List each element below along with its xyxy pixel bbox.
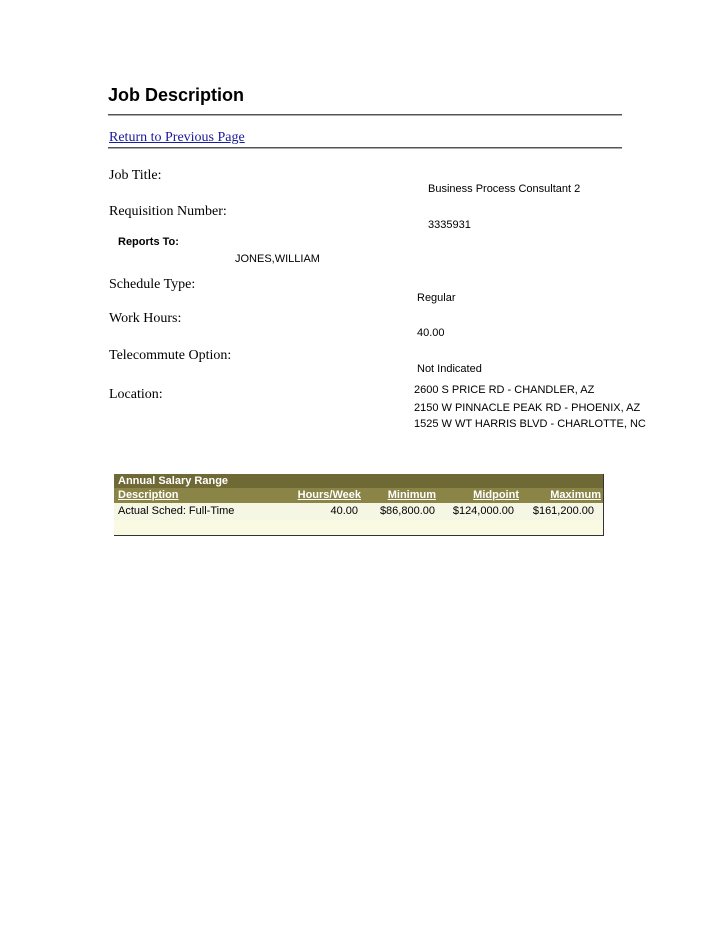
row-minimum: $86,800.00 <box>379 505 435 517</box>
telecommute-option-value: Not Indicated <box>417 363 482 375</box>
schedule-type-value: Regular <box>417 292 456 304</box>
salary-table-title: Annual Salary Range <box>118 475 229 487</box>
requisition-number-value: 3335931 <box>428 219 471 231</box>
page-title: Job Description <box>108 85 245 105</box>
work-hours-value: 40.00 <box>417 327 445 339</box>
reports-to-label: Reports To: <box>118 236 179 248</box>
location-value: 2150 W PINNACLE PEAK RD - PHOENIX, AZ <box>414 402 641 414</box>
job-title-value: Business Process Consultant 2 <box>428 183 581 195</box>
location-value: 2600 S PRICE RD - CHANDLER, AZ <box>414 384 595 396</box>
table-empty-row <box>114 520 603 535</box>
requisition-number-label: Requisition Number: <box>109 204 227 219</box>
job-title-label: Job Title: <box>109 168 162 183</box>
row-maximum: $161,200.00 <box>532 505 594 517</box>
work-hours-label: Work Hours: <box>109 311 182 326</box>
table-row <box>114 503 603 520</box>
title-divider <box>108 114 622 116</box>
location-value: 1525 W WT HARRIS BLVD - CHARLOTTE, NC <box>414 418 646 430</box>
salary-table-header-row <box>114 488 603 503</box>
row-hours-week: 40.00 <box>330 505 358 517</box>
reports-to-value: JONES,WILLIAM <box>235 253 320 265</box>
telecommute-option-label: Telecommute Option: <box>109 348 232 363</box>
row-midpoint: $124,000.00 <box>452 505 514 517</box>
column-header-midpoint: Midpoint <box>473 489 519 501</box>
column-header-maximum: Maximum <box>550 489 601 501</box>
column-header-hours-week: Hours/Week <box>297 489 361 501</box>
column-header-minimum: Minimum <box>387 489 436 501</box>
column-header-description: Description <box>118 489 179 501</box>
salary-table-title-bar <box>114 474 603 488</box>
schedule-type-label: Schedule Type: <box>109 277 196 292</box>
return-to-previous-page-link[interactable]: Return to Previous Page <box>109 130 245 145</box>
location-label: Location: <box>109 387 163 402</box>
link-divider <box>108 147 622 149</box>
row-description: Actual Sched: Full-Time <box>118 505 235 517</box>
salary-range-table <box>114 474 604 536</box>
